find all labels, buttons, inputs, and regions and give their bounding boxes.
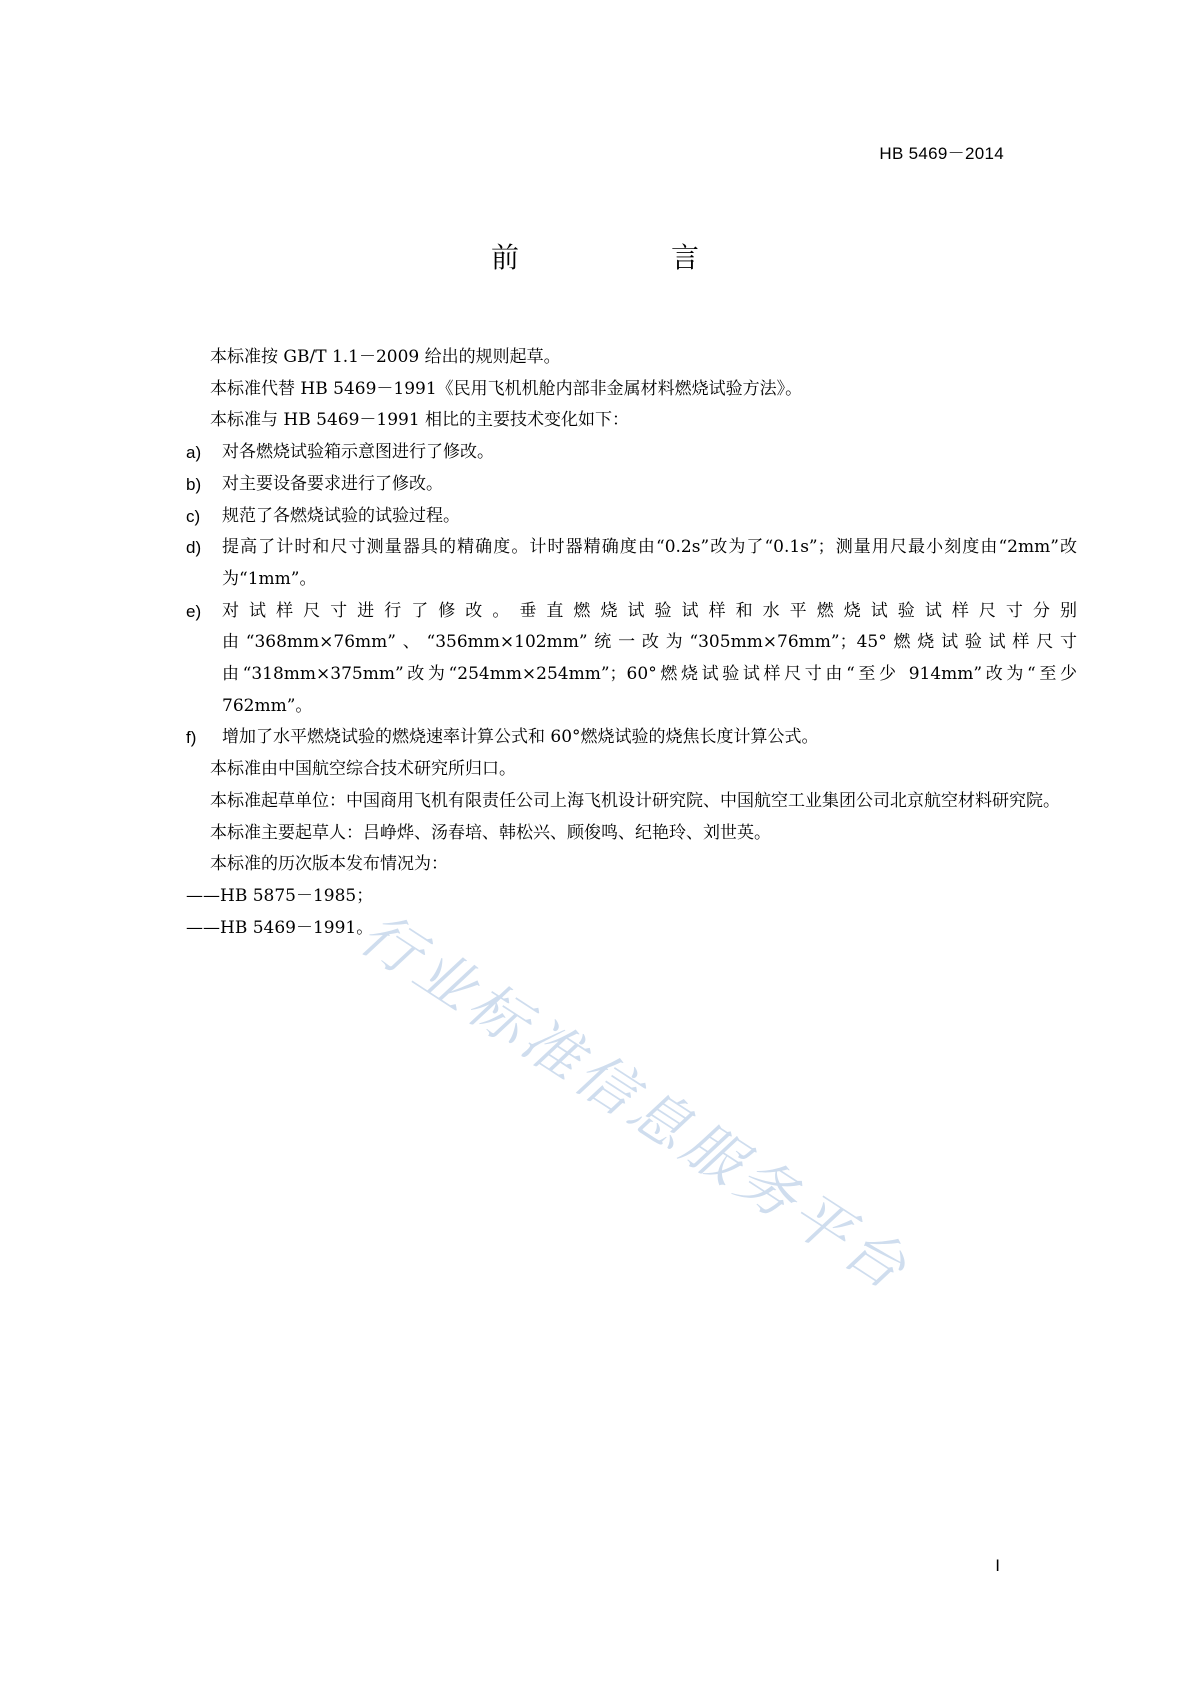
change-item-d	[176, 532, 1077, 595]
change-item-f	[176, 722, 1077, 754]
list-marker: f)	[186, 728, 197, 748]
page-number: I	[995, 1556, 1000, 1575]
change-item-e	[176, 596, 1077, 723]
change-item-text: 对各燃烧试验箱示意图进行了修改。	[222, 442, 494, 463]
paragraph-replaces: 本标准代替 HB 5469－1991《民用飞机机舱内部非金属材料燃烧试验方法》。	[210, 378, 803, 399]
paragraph-drafters: 本标准主要起草人：吕峥烨、汤春培、韩松兴、顾俊鸣、纪艳玲、刘世英。	[210, 822, 771, 843]
foreword-body	[176, 342, 1077, 944]
list-marker: c)	[186, 506, 201, 526]
history-item: ——HB 5875－1985；	[186, 885, 374, 906]
change-item-text: 对主要设备要求进行了修改。	[222, 473, 443, 494]
paragraph-changes-intro: 本标准与 HB 5469－1991 相比的主要技术变化如下：	[210, 410, 630, 431]
change-item-c	[176, 501, 1077, 533]
paragraph-drafting-rules: 本标准按 GB/T 1.1－2009 给出的规则起草。	[210, 347, 561, 367]
watermark: 行业标准信息服务平台	[348, 899, 923, 1305]
history-item: ——HB 5469－1991。	[186, 917, 374, 938]
list-marker: b)	[186, 474, 202, 494]
list-marker: e)	[186, 601, 202, 621]
page-title: 前 言	[490, 241, 761, 274]
change-item-text: 规范了各燃烧试验的试验过程。	[222, 505, 460, 526]
paragraph-responsible-body: 本标准由中国航空综合技术研究所归口。	[210, 759, 516, 780]
change-item-text: 提高了计时和尺寸测量器具的精确度。计时器精确度由“0.2s”改为了“0.1s”；测量用尺最小刻度由“2mm”改为“1mm”。	[222, 537, 1077, 589]
change-item-a	[176, 437, 1077, 469]
list-marker: d)	[186, 538, 202, 558]
list-marker: a)	[186, 443, 202, 463]
paragraph-history-intro: 本标准的历次版本发布情况为：	[210, 854, 448, 875]
change-item-text: 增加了水平燃烧试验的燃烧速率计算公式和 60°燃烧试验的烧焦长度计算公式。	[222, 727, 819, 748]
paragraph-drafting-units: 本标准起草单位：中国商用飞机有限责任公司上海飞机设计研究院、中国航空工业集团公司北京航空材料研究院。	[210, 790, 1060, 811]
change-item-b	[176, 469, 1077, 501]
document-code: HB 5469－2014	[879, 144, 1004, 163]
change-item-text: 对试样尺寸进行了修改。垂直燃烧试验试样和水平燃烧试验试样尺寸分别由“368mm×76mm”、“356mm×102mm”统一改为“305mm×76mm”；45°燃烧试验试样尺寸由“318mm×375mm”改为“254mm×254mm”；60°燃烧试验试样尺寸由“至少 914mm”改为“至少 762mm”。	[222, 600, 1077, 716]
